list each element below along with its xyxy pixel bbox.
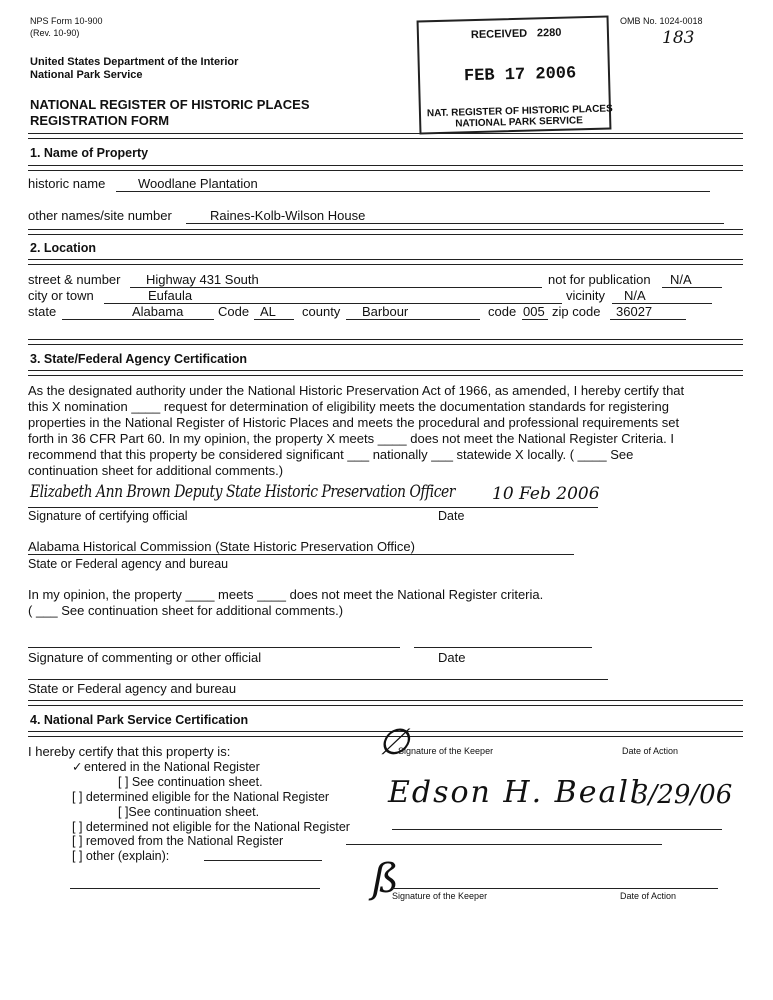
- state-label: state: [28, 304, 57, 319]
- other-names-value[interactable]: Raines-Kolb-Wilson House: [210, 208, 366, 223]
- certification-line-1: As the designated authority under the National Historic Preservation Act of 1966, as amended, I hereby certify that: [28, 383, 685, 398]
- certification-line-2: this X nomination ____ request for determination of eligibility meets the documentation standards for registering: [28, 399, 669, 414]
- agency-label: State or Federal agency and bureau: [28, 557, 229, 571]
- keeper-signature-line-2: [392, 888, 718, 889]
- city-label: city or town: [28, 288, 94, 303]
- keeper-signature-line: [392, 829, 722, 830]
- county-code-value[interactable]: 005: [523, 304, 545, 319]
- form-number: NPS Form 10-900: [30, 16, 103, 26]
- section2-heading: 2. Location: [30, 241, 96, 255]
- agency2-line: [28, 679, 608, 680]
- agency2-label: State or Federal agency and bureau: [28, 681, 237, 696]
- zip-label: zip code: [552, 304, 601, 319]
- stamp-line2: NATIONAL PARK SERVICE: [455, 115, 583, 130]
- double-rule: [28, 259, 743, 265]
- historic-name-value[interactable]: Woodlane Plantation: [138, 176, 258, 191]
- street-label: street & number: [28, 272, 121, 287]
- omb-number: OMB No. 1024-0018: [620, 16, 703, 26]
- other-explain-line: [204, 860, 322, 861]
- opinion-line-1: In my opinion, the property ____ meets ____ does not meet the National Register criteria.: [28, 587, 544, 602]
- city-value[interactable]: Eufaula: [148, 288, 193, 303]
- signature-line: [28, 507, 598, 508]
- zip-value[interactable]: 36027: [616, 304, 653, 319]
- certification-line-6: continuation sheet for additional comments.): [28, 463, 284, 478]
- item-entered: entered in the National Register: [84, 760, 260, 774]
- certifying-signature-label: Signature of certifying official: [28, 509, 188, 523]
- commenting-signature-line: [28, 647, 400, 648]
- other-explain-line-2: [70, 888, 320, 889]
- keeper-label: Signature of the Keeper: [398, 746, 494, 756]
- county-label: county: [302, 304, 341, 319]
- stamp-date: FEB 17 2006: [463, 64, 577, 87]
- stamp-received: RECEIVED: [470, 27, 528, 42]
- certifying-signature: Elizabeth Ann Brown Deputy State Historic Preservation Officer: [30, 482, 455, 502]
- certification-line-4: forth in 36 CFR Part 60. In my opinion, the property X meets ____ does not meet the National Register Criteria. I: [28, 431, 674, 446]
- commenting-date-line: [414, 647, 592, 648]
- keeper-signature: Edson H. Beall: [388, 775, 642, 810]
- item-continuation-2: [ ]See continuation sheet.: [118, 805, 260, 819]
- section1-heading: 1. Name of Property: [30, 146, 149, 160]
- street-value[interactable]: Highway 431 South: [146, 272, 259, 287]
- form-title-line2: REGISTRATION FORM: [30, 113, 170, 128]
- department-name: United States Department of the Interior: [30, 56, 239, 68]
- stamp-line1: NAT. REGISTER OF HISTORIC PLACES: [426, 103, 613, 120]
- action-date-label: Date of Action: [622, 746, 679, 756]
- state-code-label: Code: [218, 304, 250, 319]
- double-rule: [28, 370, 743, 376]
- commenting-date-label: Date: [438, 650, 466, 665]
- item-other: [ ] other (explain):: [72, 849, 170, 863]
- other-names-label: other names/site number: [28, 208, 172, 223]
- double-rule: [28, 229, 743, 235]
- received-stamp: [417, 16, 612, 135]
- double-rule: [28, 339, 743, 345]
- state-value[interactable]: Alabama: [132, 304, 184, 319]
- item-not-eligible: [ ] determined not eligible for the National Register: [72, 820, 350, 834]
- form-revision: (Rev. 10-90): [30, 28, 80, 38]
- vicinity-value[interactable]: N/A: [624, 288, 646, 303]
- certification-line-3: properties in the National Register of Historic Places and meets the procedural and professional requirements set: [28, 415, 680, 430]
- not-for-publication-label: not for publication: [548, 272, 651, 287]
- vicinity-label: vicinity: [566, 288, 606, 303]
- action-date-handwritten: 3/29/06: [632, 780, 733, 810]
- section3-heading: 3. State/Federal Agency Certification: [30, 352, 247, 366]
- stamp-code: 2280: [536, 26, 562, 40]
- item-continuation-1: [ ] See continuation sheet.: [118, 775, 263, 789]
- county-value[interactable]: Barbour: [362, 304, 409, 319]
- agency-line: [28, 554, 574, 555]
- action-date-label-2: Date of Action: [620, 891, 677, 901]
- keeper-extra-line: [346, 844, 662, 845]
- section4-heading: 4. National Park Service Certification: [30, 713, 249, 727]
- keeper-label-2: Signature of the Keeper: [392, 891, 488, 901]
- commenting-signature-label: Signature of commenting or other official: [28, 650, 262, 665]
- double-rule: [28, 133, 743, 139]
- item-eligible: [ ] determined eligible for the National Register: [72, 790, 330, 804]
- certification-line-5: recommend that this property be considered significant ___ nationally ___ statewide X locally. ( ____ See: [28, 447, 634, 462]
- historic-name-label: historic name: [28, 176, 106, 191]
- double-rule: [28, 700, 743, 706]
- agency-value[interactable]: Alabama Historical Commission (State Historic Preservation Office): [28, 539, 415, 554]
- certifying-date-label: Date: [438, 509, 465, 523]
- not-for-publication-value[interactable]: N/A: [670, 272, 692, 287]
- opinion-line-2: ( ___ See continuation sheet for additional comments.): [28, 603, 344, 618]
- corner-handwritten-number: 183: [662, 28, 695, 48]
- state-code-value[interactable]: AL: [260, 304, 276, 319]
- keeper-initials-mark-2: ß: [372, 856, 399, 902]
- certifying-signature-date: 10 Feb 2006: [492, 484, 600, 504]
- form-title-line1: NATIONAL REGISTER OF HISTORIC PLACES: [30, 97, 310, 112]
- double-rule: [28, 165, 743, 171]
- service-name: National Park Service: [30, 69, 143, 81]
- nps-intro: I hereby certify that this property is:: [28, 744, 231, 759]
- keeper-initials-mark: ∅: [378, 722, 410, 763]
- check-mark-entered: ✓: [72, 760, 83, 774]
- item-removed: [ ] removed from the National Register: [72, 834, 284, 848]
- county-code-label: code: [488, 304, 517, 319]
